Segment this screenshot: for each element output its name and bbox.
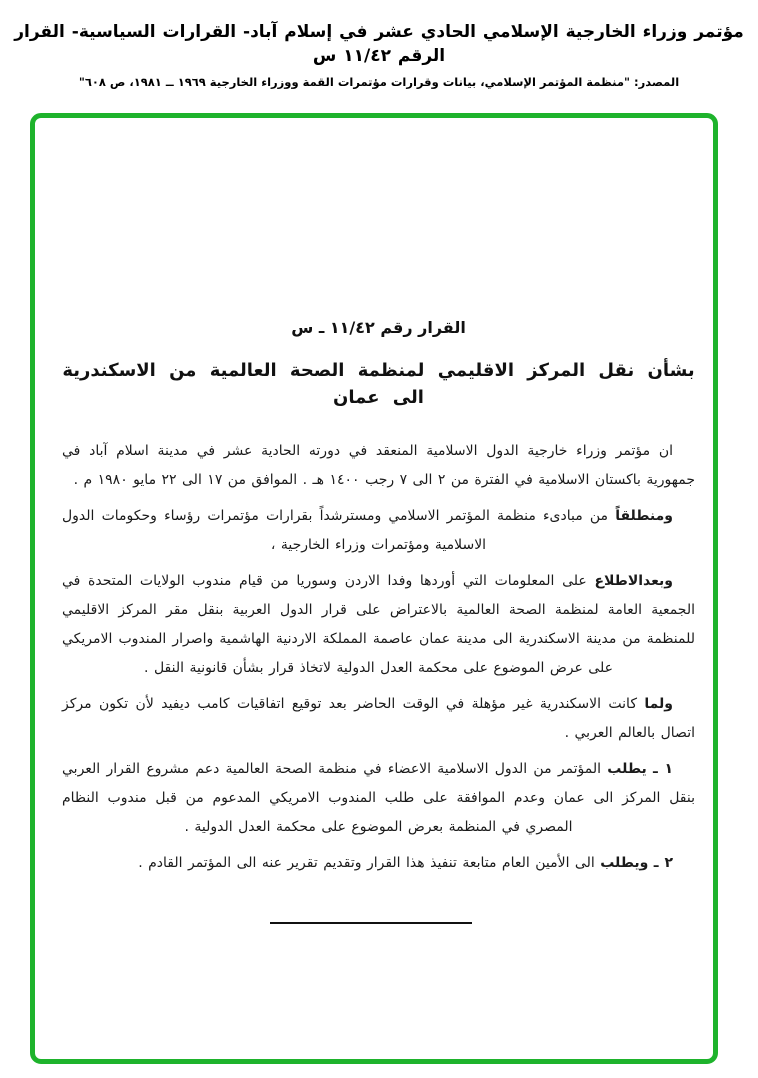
operative-clause-1 bbox=[62, 755, 695, 842]
resolution-number-title: القرار رقم ١١/٤٢ ـ س bbox=[291, 318, 466, 337]
paragraph-text: كانت الاسكندرية غير مؤهلة في الوقت الحاضر بعد توقيع اتفاقيات كامب ديفيد لأن تكون مركز اتصال بالعالم العربي . bbox=[62, 696, 695, 741]
lead-word: وبعدالاطلاع bbox=[594, 573, 673, 589]
paragraph-text: على المعلومات التي أوردها وفدا الاردن وسوريا من قيام مندوب الولايات المتحدة في الجمعية العامة لمنظمة الصحة العالمية بالاعتراض على قرار الدول العربية بنقل مقر المركز الاقليمي للمنظمة من مدينة الاسكندرية الى مدينة عمان عاصمة المملكة الاردنية الهاشمية واصرار المندوب الامريكي على عرض الموضوع على محكمة العدل الدولية لاتخاذ قرار بشأن قانونية النقل . bbox=[62, 573, 695, 676]
lead-word: ومنطلقاً bbox=[615, 508, 673, 524]
preamble-paragraph-4 bbox=[62, 690, 695, 748]
paragraph-text: من مبادىء منظمة المؤتمر الاسلامي ومسترشداً بقرارات مؤتمرات رؤساء وحكومات الدول الاسلامية ومؤتمرات وزراء الخارجية ، bbox=[62, 508, 609, 553]
lead-word: ولما bbox=[644, 696, 673, 712]
preamble-paragraph-1 bbox=[62, 437, 695, 495]
resolution-document bbox=[35, 118, 713, 924]
clause-number: ١ ـ bbox=[653, 761, 674, 777]
resolution-document-frame bbox=[30, 113, 718, 1064]
lead-word: يطلب bbox=[607, 761, 647, 777]
preamble-paragraph-2 bbox=[62, 502, 695, 560]
header-title: مؤتمر وزراء الخارجية الإسلامي الحادي عشر في إسلام آباد- القرارات السياسية- القرار الرقم ١١/٤٢ س bbox=[14, 22, 744, 66]
operative-clause-2 bbox=[62, 849, 695, 878]
paragraph-text: المؤتمر من الدول الاسلامية الاعضاء في منظمة الصحة العالمية دعم مشروع القرار العربي بنقل المركز الى عمان وعدم الموافقة على طلب المندوب الامريكي المدعوم من قبل مندوب النظام المصري في المنظمة بعرض الموضوع على محكمة العدل الدولية . bbox=[62, 761, 695, 835]
end-divider bbox=[270, 922, 472, 924]
resolution-body bbox=[62, 437, 695, 878]
source-citation: المصدر: "منظمة المؤتمر الإسلامي، بيانات وقرارات مؤتمرات القمة ووزراء الخارجية ١٩٦٩ ــ ١٩٨١، ص ٦٠٨" bbox=[78, 75, 680, 89]
resolution-subject-title: بشأن نقل المركز الاقليمي لمنظمة الصحة العالمية من الاسكندرية الى عمان bbox=[62, 360, 695, 408]
document-page bbox=[0, 20, 758, 1078]
page-header bbox=[0, 20, 758, 90]
clause-number: ٢ ـ bbox=[653, 855, 673, 871]
lead-word: ويطلب bbox=[600, 855, 649, 871]
paragraph-text: الى الأمين العام متابعة تنفيذ هذا القرار وتقديم تقرير عنه الى المؤتمر القادم . bbox=[138, 855, 595, 871]
paragraph-text: ان مؤتمر وزراء خارجية الدول الاسلامية المنعقد في دورته الحادية عشر في مدينة اسلام آباد في جمهورية باكستان الاسلامية في الفترة من ٢ الى ٧ رجب ١٤٠٠ هـ . الموافق من ١٧ الى ٢٢ مايو ١٩٨٠ م . bbox=[62, 443, 695, 488]
preamble-paragraph-3 bbox=[62, 567, 695, 683]
